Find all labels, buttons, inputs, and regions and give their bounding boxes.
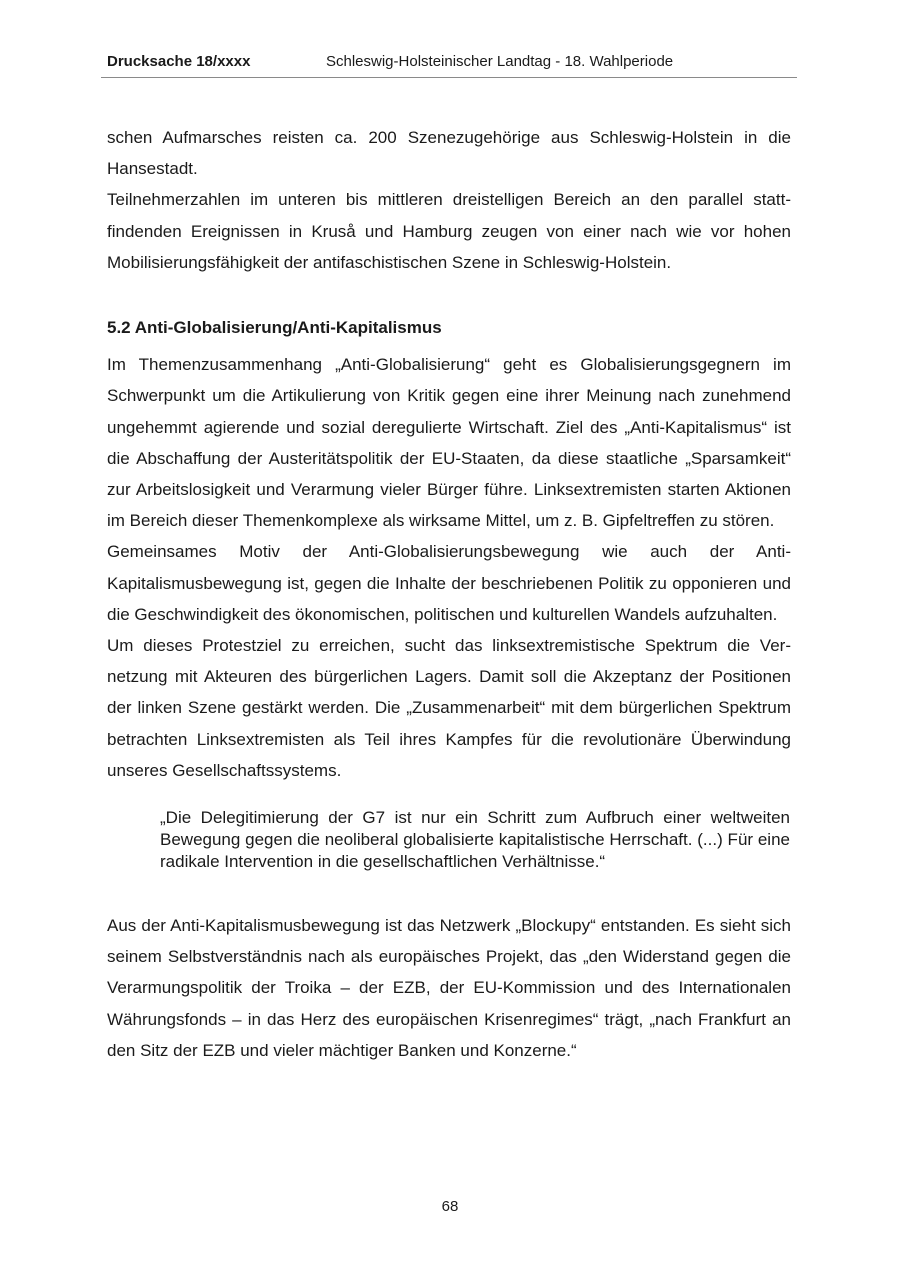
paragraph: Gemeinsames Motiv der Anti-Globalisierungsbewegung wie auch der Anti-Kapitalismusbewegung ist, gegen die Inhalte der beschriebenen Politik zu opponieren und die Geschwindigkeit des ökonomischen, politischen und kulturellen Wandels aufzuhalten. [107,542,791,624]
paragraph: Teilnehmerzahlen im unteren bis mittleren dreistelligen Bereich an den parallel stattfindenden Ereignissen in Kruså und Hamburg zeugen von einer nach wie vor hohen Mobilisierungsfähigkeit der antifaschistischen Szene in Schleswig-Holstein. [107,190,791,272]
document-number: Drucksache 18/xxxx [107,53,251,70]
page-number: 68 [441,1198,459,1215]
paragraph: schen Aufmarsches reisten ca. 200 Szenezugehörige aus Schleswig-Holstein in die Hansestadt. [107,128,791,179]
paragraph: Aus der Anti-Kapitalismusbewegung ist das Netzwerk „Blockupy“ entstanden. Es sieht sich seinem Selbstverständnis nach als europäisches Projekt, das „den Widerstand gegen die Verarmungspolitik der Troika – der EZB, der EU-Kommission und des Internationalen Währungsfonds – in das Herz des europäischen Krisenregimes“ trägt, „nach Frankfurt an den Sitz der EZB und vieler mächtiger Banken und Konzerne.“ [107,916,791,1060]
block-quote: „Die Delegitimierung der G7 ist nur ein Schritt zum Aufbruch einer weltweiten Bewegung gegen die neoliberal globalisierte kapitalistische Herrschaft. (...) Für eine radikale Intervention in die gesellschaftlichen Verhältnisse.“ [160,808,790,872]
paragraph: Im Themenzusammenhang „Anti-Globalisierung“ geht es Globalisierungsgegnern im Schwerpunkt um die Artikulierung von Kritik gegen eine ihrer Meinung nach zunehmend ungehemmt agierende und sozial deregulierte Wirtschaft. Ziel des „Anti-Kapitalismus“ ist die Abschaffung der Austeritätspolitik der EU-Staaten, da diese staatliche „Sparsamkeit“ zur Arbeitslosigkeit und Verarmung vieler Bürger führe. Linksextremisten starten Aktionen im Bereich dieser Themenkomplexe als wirksame Mittel, um z. B. Gipfeltreffen zu stören. [107,355,791,531]
paragraph: Um dieses Protestziel zu erreichen, sucht das linksextremistische Spektrum die Vernetzung mit Akteuren des bürgerlichen Lagers. Damit soll die Akzeptanz der Positionen der linken Szene gestärkt werden. Die „Zusammenarbeit“ mit dem bürgerlichen Spektrum betrachten Linksextremisten als Teil ihres Kampfes für die revolutionäre Überwindung unseres Gesellschaftssystems. [107,636,791,780]
page-header [101,51,797,78]
page-body [107,122,791,1066]
section-heading: 5.2 Anti-Globalisierung/Anti-Kapitalismus [107,318,442,338]
header-title: Schleswig-Holsteinischer Landtag - 18. Wahlperiode [326,53,674,70]
